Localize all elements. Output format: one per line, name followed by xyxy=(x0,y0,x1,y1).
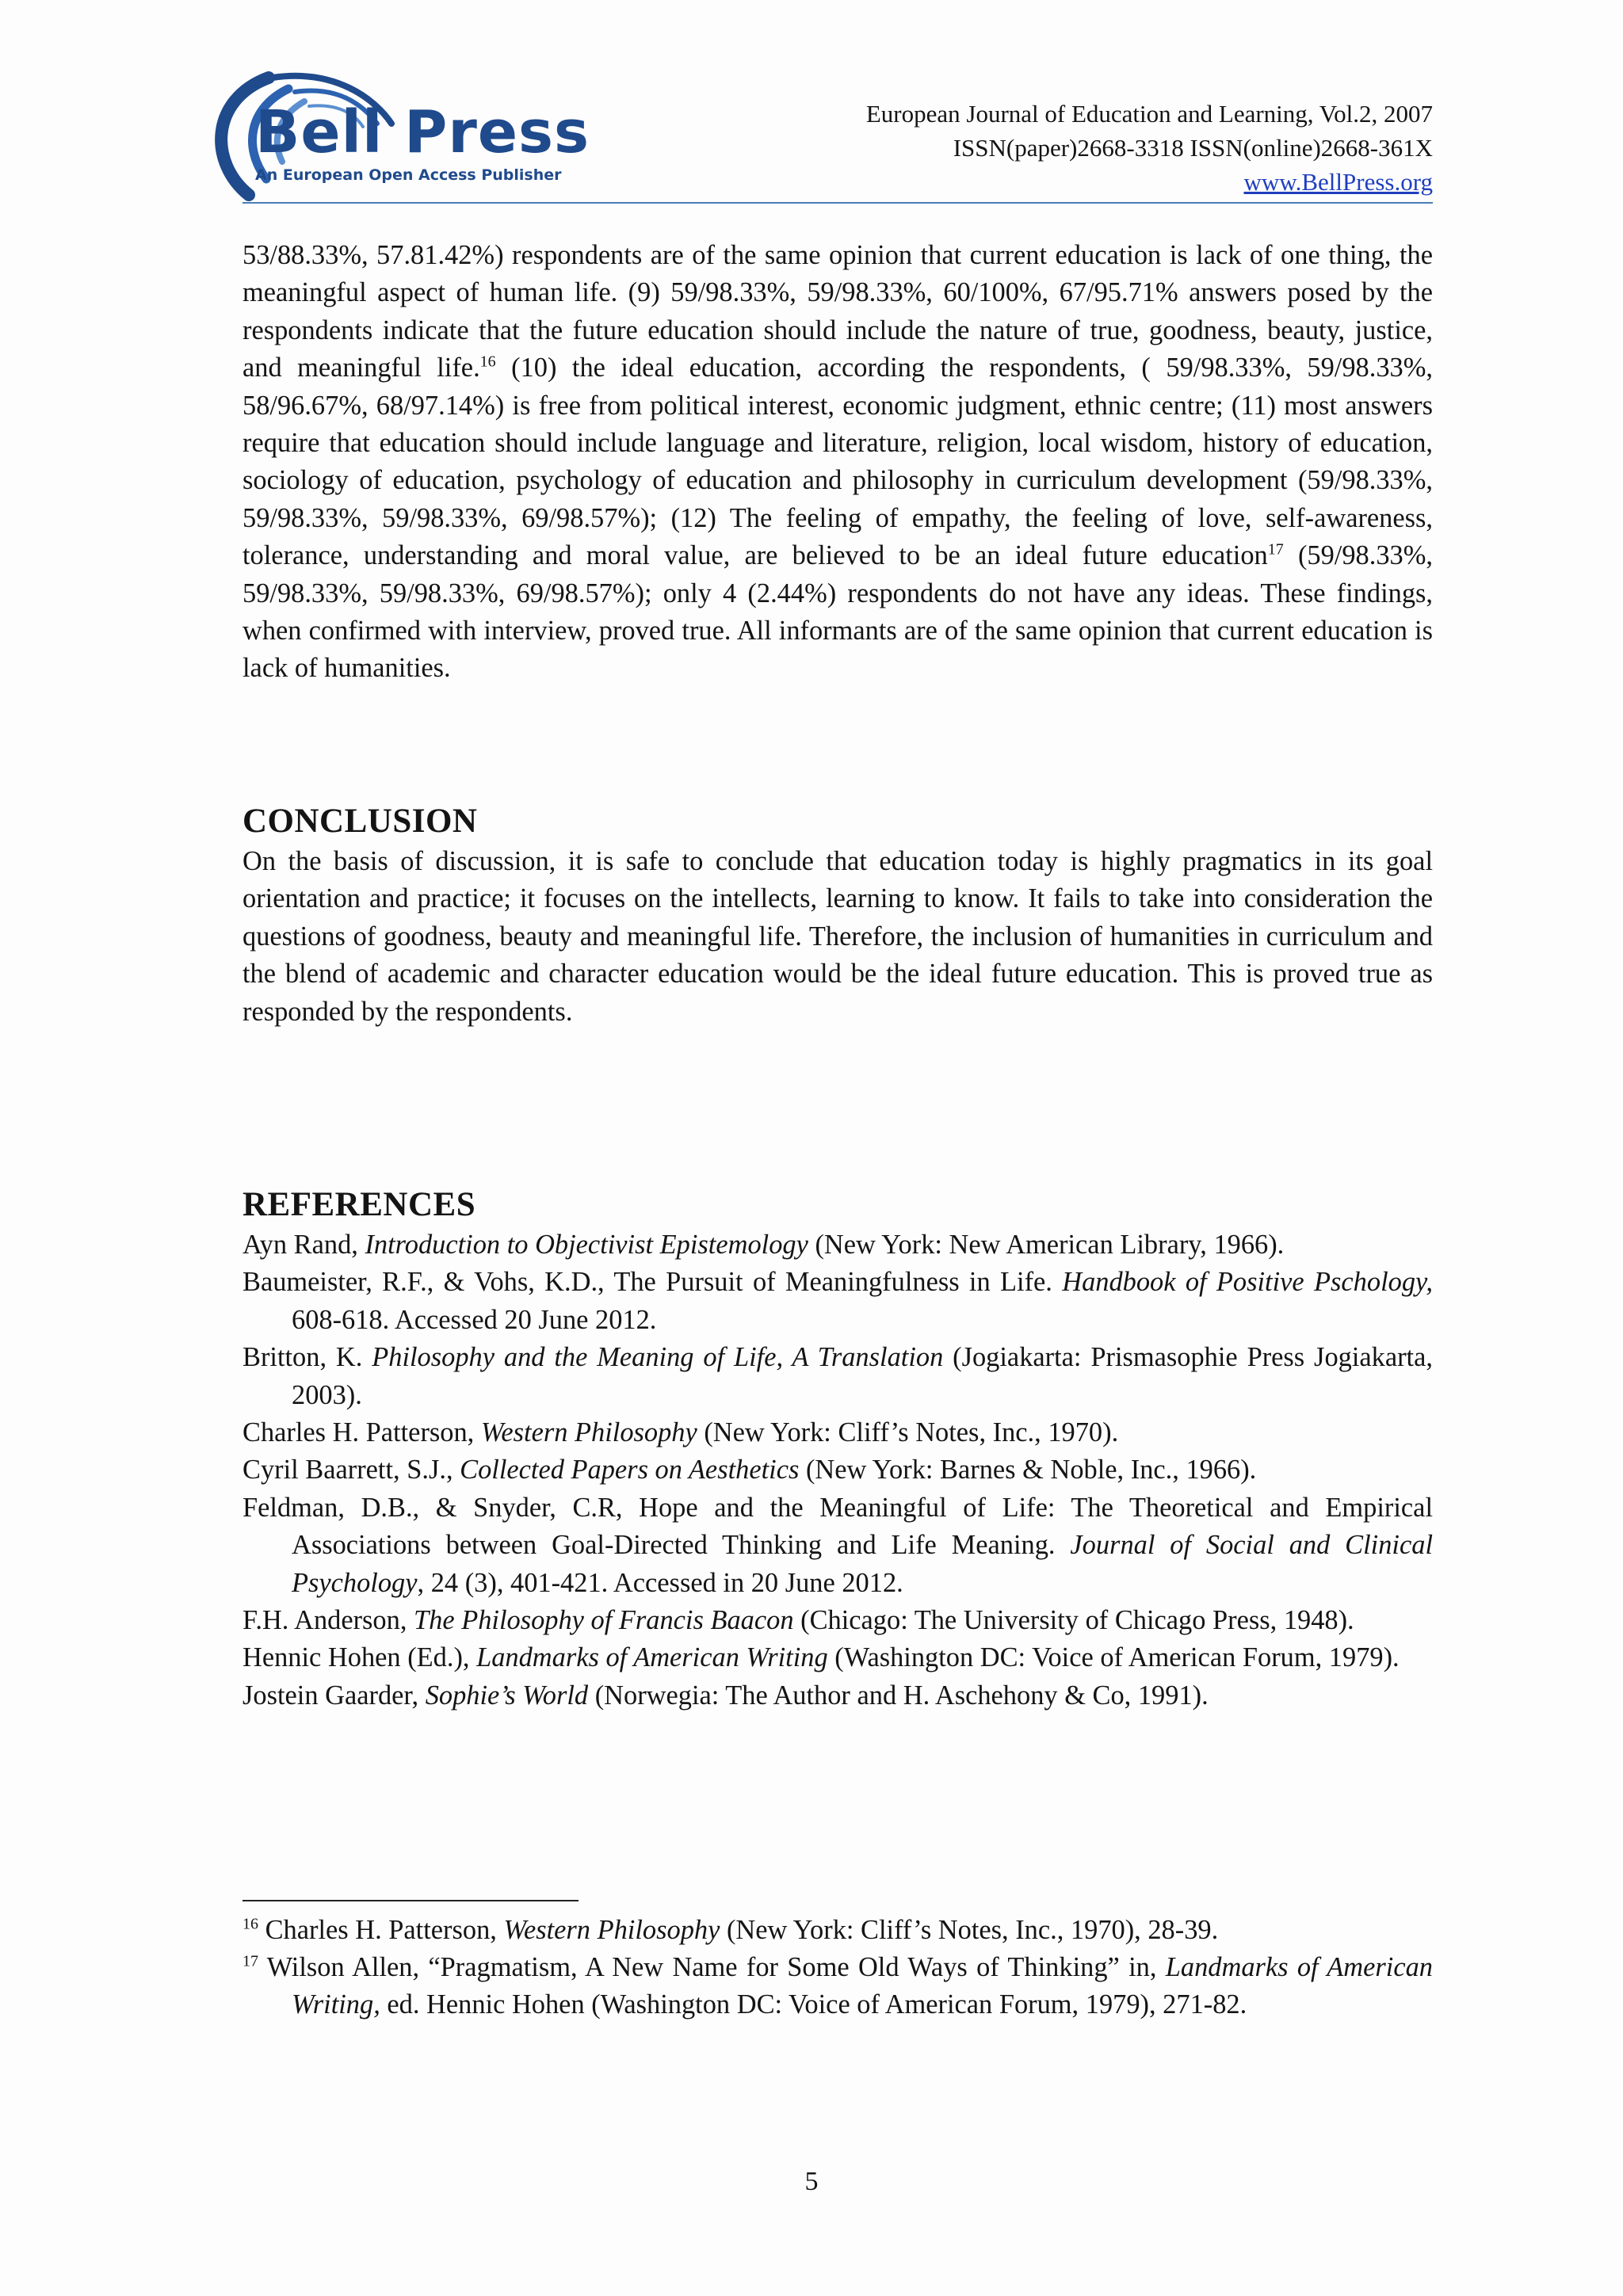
footnote-number: 16 xyxy=(242,1915,258,1933)
footnote-ref-17[interactable]: 17 xyxy=(1267,540,1284,559)
reference-entry xyxy=(242,1639,1433,1676)
para-text-c: (59/98.33%, 59/98.33%, 59/98.33%, 69/98.57%); only 4 (2.44%) respondents do not have any ideas. These findings, when confirmed with interview, proved true. All informants are of the same opinion that current education is lack of humanities. xyxy=(242,540,1433,684)
reference-title: Journal of Social and Clinical Psychology xyxy=(292,1530,1433,1598)
reference-title: The Philosophy of Francis Baacon xyxy=(414,1605,794,1636)
footnote-ref-16[interactable]: 16 xyxy=(479,353,496,371)
issn-line: ISSN(paper)2668-3318 ISSN(online)2668-361X xyxy=(953,134,1433,162)
reference-text: Feldman, D.B., & Snyder, C.R, Hope and the Meaningful of Life: The Theoretical and Empirical Associations between Goal-Directed Thinking and Life Meaning. xyxy=(242,1492,1433,1561)
reference-details: (Jogiakarta: Prismasophie Press Jogiakarta, 2003). xyxy=(292,1342,1433,1410)
body-section xyxy=(242,237,1433,688)
footnote-text: Wilson Allen, “Pragmatism, A New Name for Some Old Ways of Thinking” in, xyxy=(258,1952,1166,1982)
page-number: 5 xyxy=(804,2167,819,2196)
footnote-16 xyxy=(242,1912,1433,1949)
logo-name: Bell Press xyxy=(255,98,590,166)
references-heading: REFERENCES xyxy=(242,1186,476,1223)
footnote-list xyxy=(242,1912,1433,2023)
reference-title: Sophie’s World xyxy=(425,1680,589,1711)
reference-text: Charles H. Patterson, xyxy=(242,1417,481,1448)
reference-entry xyxy=(242,1414,1433,1451)
conclusion-section xyxy=(242,802,1433,1031)
reference-title: Handbook of Positive Pschology, xyxy=(1062,1267,1433,1298)
reference-title: Western Philosophy xyxy=(480,1417,697,1448)
reference-details: (New York: New American Library, 1966). xyxy=(808,1230,1285,1260)
reference-details: (New York: Cliff’s Notes, Inc., 1970). xyxy=(697,1417,1119,1448)
footnote-details: (New York: Cliff’s Notes, Inc., 1970), 28-39. xyxy=(720,1915,1219,1945)
reference-text: Ayn Rand, xyxy=(242,1230,365,1260)
reference-entry xyxy=(242,1264,1433,1339)
reference-title: Philosophy and the Meaning of Life, A Translation xyxy=(372,1342,944,1373)
journal-title: European Journal of Education and Learning, Vol.2, 2007 xyxy=(865,100,1433,128)
logo-tagline: An European Open Access Publisher xyxy=(255,166,562,184)
header-rule xyxy=(242,202,1433,204)
reference-entry xyxy=(242,1602,1433,1639)
reference-details: (Chicago: The University of Chicago Press, 1948). xyxy=(793,1605,1354,1636)
conclusion-heading: CONCLUSION xyxy=(242,803,478,840)
reference-details: (New York: Barnes & Noble, Inc., 1966). xyxy=(799,1455,1257,1486)
footnote-17 xyxy=(242,1949,1433,2023)
footnote-details: ed. Hennic Hohen (Washington DC: Voice of American Forum, 1979), 271-82. xyxy=(380,1989,1247,2019)
footnote-title: Western Philosophy xyxy=(503,1915,720,1945)
reference-title: Landmarks of American Writing xyxy=(476,1642,828,1673)
reference-entry xyxy=(242,1339,1433,1414)
para-text-a: 53/88.33%, 57.81.42%) respondents are of the same opinion that current education is lack of one thing, the meaningful aspect of human life. (9) 59/98.33%, 59/98.33%, 60/100%, 67/95.71% answers posed by the respondents indicate that the future education should include the nature of true, goodness, beauty, justice, and meaningful life. xyxy=(242,240,1433,383)
footnote-number: 17 xyxy=(242,1952,258,1970)
reference-title: Collected Papers on Aesthetics xyxy=(460,1455,800,1486)
reference-title: Introduction to Objectivist Epistemology xyxy=(365,1230,808,1260)
reference-text: Cyril Baarrett, S.J., xyxy=(242,1455,460,1486)
journal-info xyxy=(866,97,1433,199)
reference-entry xyxy=(242,1226,1433,1264)
reference-entry xyxy=(242,1451,1433,1489)
reference-list xyxy=(242,1226,1433,1714)
reference-entry xyxy=(242,1677,1433,1714)
reference-entry xyxy=(242,1489,1433,1602)
reference-text: F.H. Anderson, xyxy=(242,1605,414,1636)
reference-text: Baumeister, R.F., & Vohs, K.D., The Pursuit of Meaningfulness in Life. xyxy=(242,1267,1063,1298)
website-link[interactable]: www.BellPress.org xyxy=(1243,168,1433,196)
references-section xyxy=(242,1185,1433,1714)
footnote-title: Landmarks of American Writing, xyxy=(292,1952,1433,2019)
results-paragraph xyxy=(242,237,1433,688)
reference-details: (Washington DC: Voice of American Forum, 1979). xyxy=(827,1642,1400,1673)
reference-details: , 24 (3), 401-421. Accessed in 20 June 2012. xyxy=(417,1567,903,1598)
reference-text: Hennic Hohen (Ed.), xyxy=(242,1642,477,1673)
footnote-text: Charles H. Patterson, xyxy=(258,1915,504,1945)
para-text-b: (10) the ideal education, according the respondents, ( 59/98.33%, 59/98.33%, 58/96.67%, 68/97.14%) is free from political interest, economic judgment, ethnic centre; (11) most answers require that education should include language and literature, religion, local wisdom, history of education, sociology of education, psychology of education and philosophy in curriculum development (59/98.33%, 59/98.33%, 59/98.33%, 69/98.57%); (12) The feeling of empathy, the feeling of love, self-awareness, tolerance, understanding and moral value, are believed to be an ideal future education xyxy=(242,353,1433,571)
reference-text: Britton, K. xyxy=(242,1342,372,1373)
reference-details: (Norwegia: The Author and H. Aschehony & Co, 1991). xyxy=(588,1680,1209,1711)
conclusion-text: On the basis of discussion, it is safe to conclude that education today is highly pragmatics in its goal orientation and practice; it focuses on the intellects, learning to know. It fails to take into consideration the questions of goodness, beauty and meaningful life. Therefore, the inclusion of humanities in curriculum and the blend of academic and character education would be the ideal future education. This is proved true as responded by the respondents. xyxy=(242,846,1433,1027)
reference-details: 608-618. Accessed 20 June 2012. xyxy=(292,1304,657,1335)
reference-text: Jostein Gaarder, xyxy=(242,1680,426,1711)
footnote-rule xyxy=(242,1900,579,1901)
